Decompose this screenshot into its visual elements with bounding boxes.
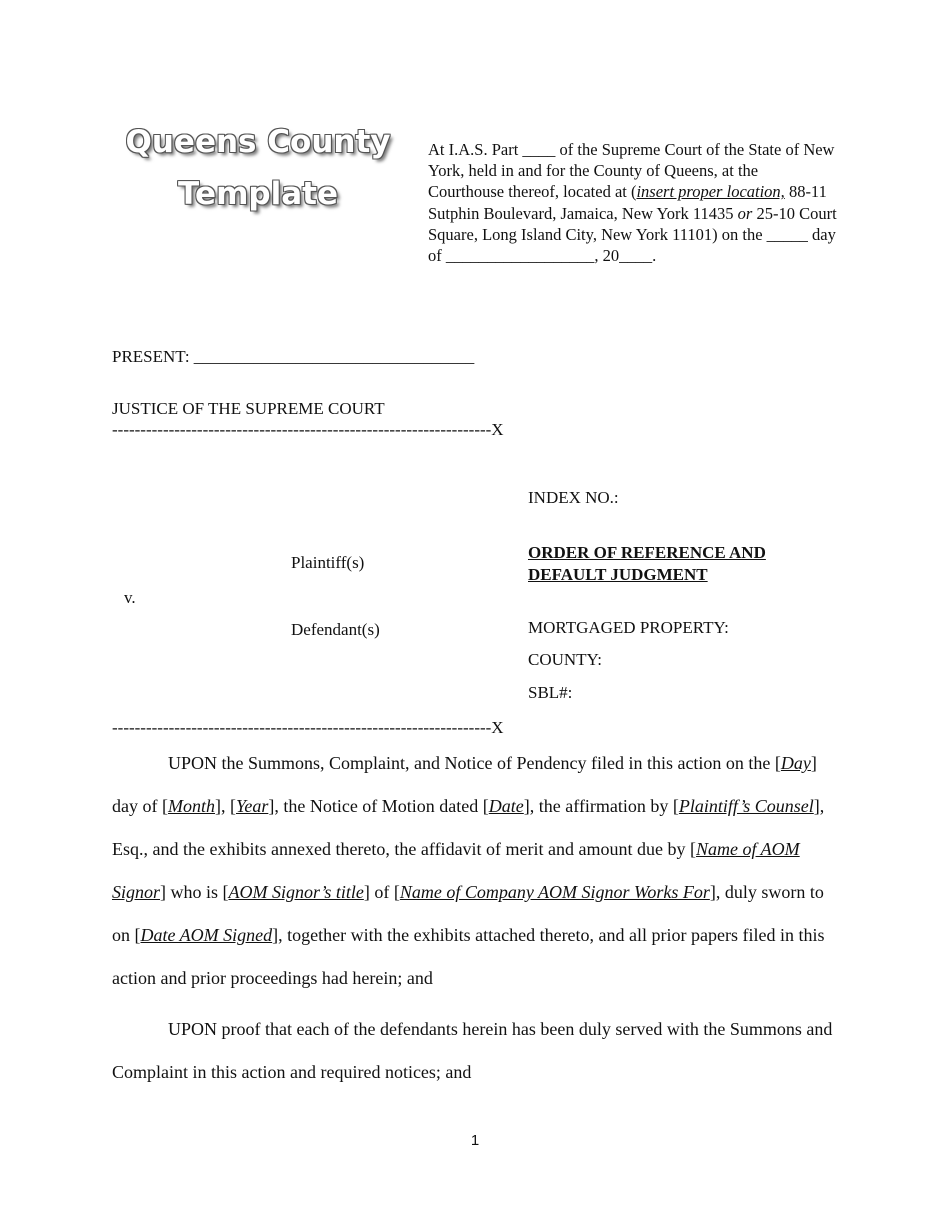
separator-bottom: -------------------------------------------------------------------X <box>112 718 504 737</box>
field-aom-date: Date AOM Signed <box>140 925 273 945</box>
page-number: 1 <box>470 1132 480 1149</box>
justice-label: JUSTICE OF THE SUPREME COURT <box>112 399 385 418</box>
field-aom-company: Name of Company AOM Signor Works For <box>399 882 710 902</box>
field-aom-title: AOM Signor’s title <box>228 882 364 902</box>
field-day: Day <box>780 753 811 773</box>
sbl-label: SBL#: <box>528 683 573 702</box>
field-counsel: Plaintiff’s Counsel <box>678 796 814 816</box>
watermark-line2: Template <box>178 176 338 212</box>
watermark-line1: Queens County <box>125 124 391 160</box>
county-label: COUNTY: <box>528 650 602 669</box>
index-number-label: INDEX NO.: <box>528 488 619 507</box>
location-hint: insert proper location, <box>636 182 785 202</box>
present-line: PRESENT: _________________________________ <box>112 347 475 366</box>
field-month: Month <box>167 796 215 816</box>
versus-label: v. <box>124 588 136 607</box>
recital-paragraph-1: UPON the Summons, Complaint, and Notice of Pendency filed in this action on the [Day] day of [Month], [Year], the Notice of Motion dated [Date], the affirmation by [Plaintiff’s Counsel], Esq., and the exhibits annexed thereto, the affidavit of merit and amount due by [Name of AOM Signor] who is [AOM Signor’s title] of [Name of Company AOM Signor Works For], duly sworn to on [Date AOM Signed], together with the exhibits attached thereto, and all prior papers filed in this action and prior proceedings had herein; and <box>112 753 825 988</box>
template-watermark <box>108 116 408 220</box>
mortgaged-property-label: MORTGAGED PROPERTY: <box>528 618 729 637</box>
field-aom-name: Name of AOM Signor <box>112 839 800 902</box>
field-year: Year <box>235 796 269 816</box>
defendant-label: Defendant(s) <box>291 620 380 639</box>
court-caption: At I.A.S. Part ____ of the Supreme Court of the State of New York, held in and for the County of Queens, at the Courthouse thereof, located at (insert proper location, 88-11 Sutphin Boulevard, Jamaica, New York 11435 or 25-10 Court Square, Long Island City, New York 11101) on the _____ day of __________________, 20____. <box>428 140 837 266</box>
order-title: ORDER OF REFERENCE AND DEFAULT JUDGMENT <box>528 543 766 584</box>
plaintiff-label: Plaintiff(s) <box>291 553 365 572</box>
field-date: Date <box>488 796 524 816</box>
separator-top: -------------------------------------------------------------------X <box>112 420 504 439</box>
recital-paragraph-2: UPON proof that each of the defendants herein has been duly served with the Summons and Complaint in this action and required notices; and <box>112 1019 833 1082</box>
